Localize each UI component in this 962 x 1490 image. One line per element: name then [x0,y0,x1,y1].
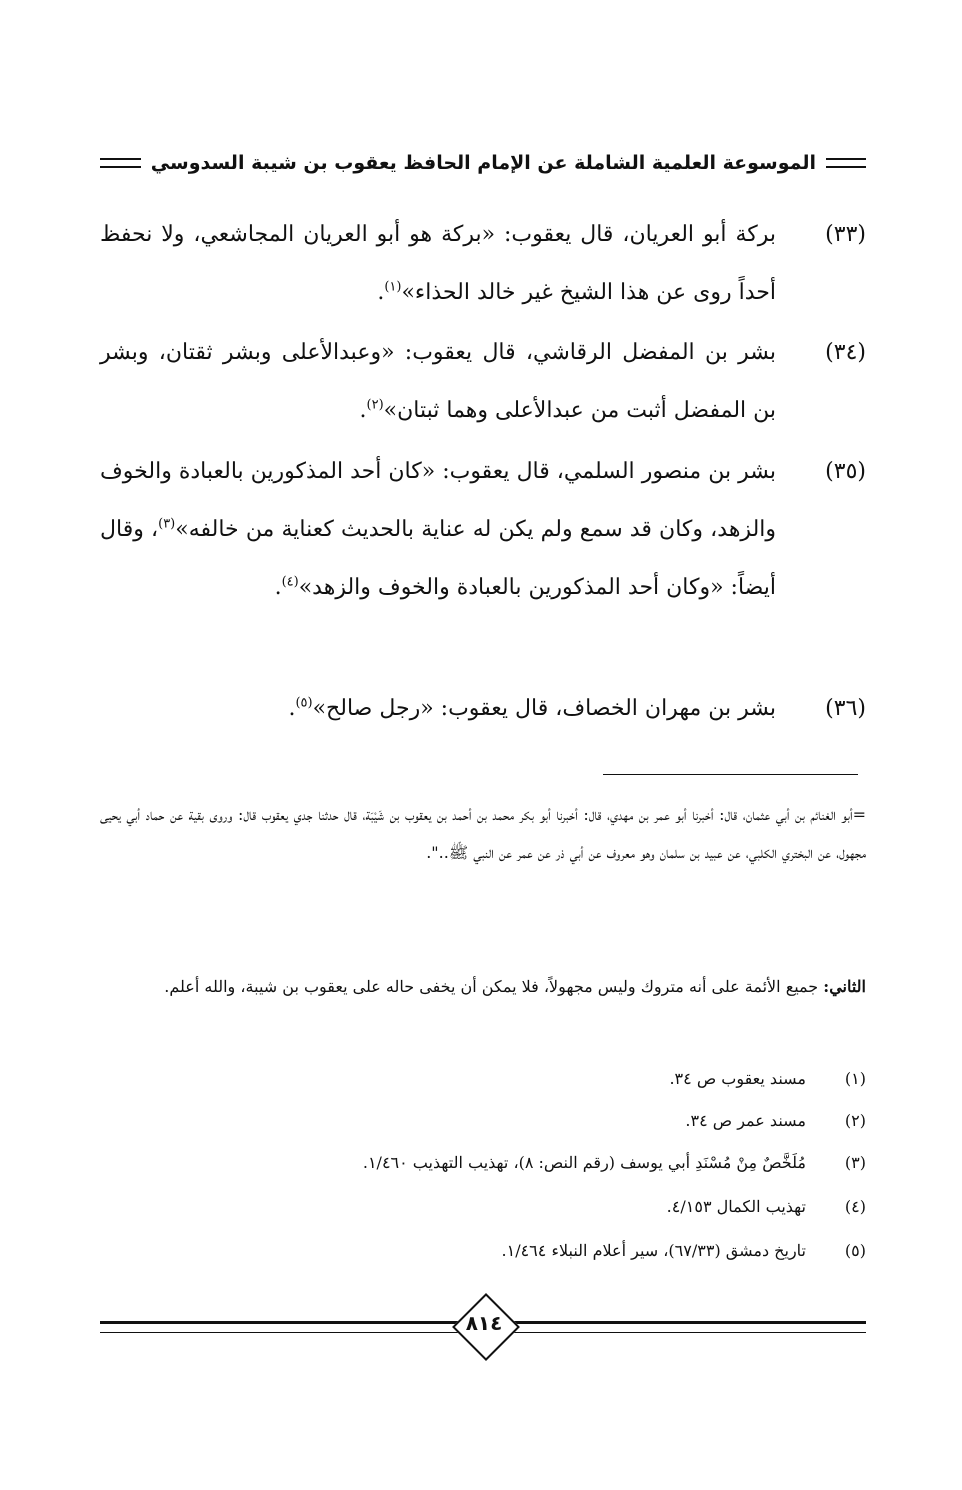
page-number-badge [453,1294,515,1356]
footnote-number: (٤) [844,1197,866,1216]
footnote-note-second: الثاني: جميع الأئمة على أنه متروك وليس مجهولاً، فلا يمكن أن يخفى حاله على يعقوب بن شيبة، والله أعلم. [164,977,866,996]
footnote-3 [100,1148,866,1178]
header-title: الموسوعة العلمية الشاملة عن الإمام الحافظ يعقوب بن شيبة السدوسي [150,152,816,174]
footnote-text: تهذيب الكمال ٤/١٥٣. [666,1197,806,1216]
footnote-ref[interactable]: (١) [384,279,402,295]
entry-35 [100,443,866,617]
entry-number: (٣٦) [825,696,866,721]
footnote-ref[interactable]: (٢) [366,397,384,413]
entry-33 [100,206,866,322]
entry-text: بشر بن مهران الخصاف، قال يعقوب: «رجل صالح»$^{(٥)}$. [288,695,776,721]
entry-number: (٣٣) [825,222,866,247]
footnote-ref[interactable]: (٣) [158,516,176,532]
footnote-5 [100,1236,866,1266]
footnote-continuation: =أبو الغنائم بن أبي عثمان، قال: أخبرنا أبو عمر بن مهدي، قال: أخبرنا أبو بكر محمد بن أحمد بن يعقوب بن شَيْبَة، قال حدثنا جدي يعقوب قال: وروى بقية عن حماد أبي يحيى مجهول، عن البختري الكلبي، عن عبيد بن سلمان وهو معروف عن أبي ذر عن عمر عن النبي ﷺ..". [100,805,866,862]
footnote-ref[interactable]: (٥) [295,695,313,711]
page-number: ٨١٤ [465,1311,503,1335]
note-label: الثاني: [823,977,866,996]
footnote-number: (٢) [844,1111,866,1130]
entry-36 [100,680,866,738]
footnote-1 [100,1064,866,1094]
entry-text: بشر بن منصور السلمي، قال يعقوب: «كان أحد المذكورين بالعبادة والخوف والزهد، وكان قد سمع ولم يكن له عناية بالحديث كعناية من خالفه»$^{(٣)}$، وقال أيضاً: «وكان أحد المذكورين بالعبادة والخوف والزهد»$^{(٤)}$. [100,459,777,600]
entry-34 [100,324,866,440]
footnote-text: مسند عمر ص ٣٤. [685,1111,806,1130]
footnote-separator [603,774,858,775]
entry-number: (٣٥) [825,459,866,484]
entry-text: بشر بن المفضل الرقاشي، قال يعقوب: «وعبدالأعلى وبشر ثقتان، وبشر بن المفضل أثبت من عبدالأعلى وهما ثبتان»$^{(٢)}$. [100,340,776,423]
footnote-text: تاريخ دمشق (٦٧/٣٣)، سير أعلام النبلاء ١/٤٦٤. [501,1241,806,1260]
footnote-text: مسند يعقوب ص ٣٤. [669,1069,806,1088]
footnote-2 [100,1106,866,1136]
footnote-number: (١) [844,1069,866,1088]
running-header [100,148,866,178]
footnote-4 [100,1192,866,1222]
footnote-text: مُلَخَّصٌ مِنْ مُسْنَدِ أبي يوسف (رقم النص: ٨)، تهذيب التهذيب ١/٤٦٠. [362,1153,806,1172]
footnote-ref[interactable]: (٤) [281,574,299,590]
page-footer [100,1294,866,1364]
footnote-number: (٣) [844,1153,866,1172]
header-rule-right [826,158,866,168]
entry-number: (٣٤) [825,340,866,365]
header-rule-left [100,158,141,168]
footnote-number: (٥) [844,1241,866,1260]
entry-text: بركة أبو العريان، قال يعقوب: «بركة هو أبو العريان المجاشعي، ولا نحفظ أحداً روى عن هذا الشيخ غير خالد الحذاء»$^{(١)}$. [100,222,776,305]
